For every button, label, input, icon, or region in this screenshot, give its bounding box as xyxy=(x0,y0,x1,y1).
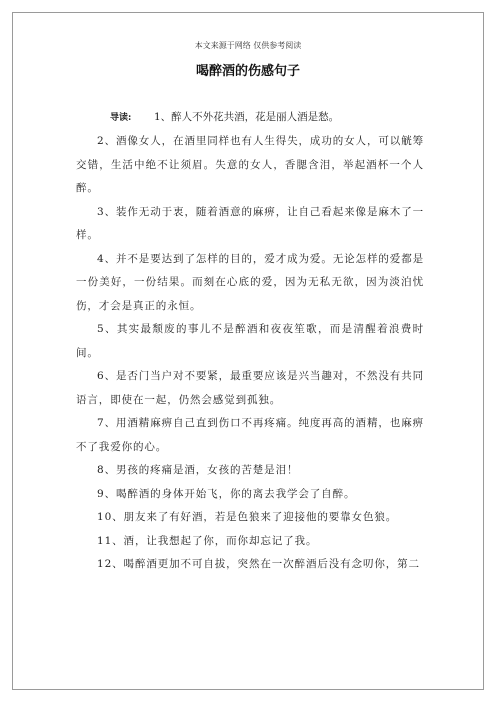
quote-item-9: 9、喝醉酒的身体开始飞，你的离去我学会了自醉。 xyxy=(97,487,356,500)
intro-line xyxy=(76,104,424,130)
quote-item-12: 12、喝醉酒更加不可自拔，突然在一次醉酒后没有念叨你，第二 xyxy=(97,558,420,570)
intro-label: 导读: xyxy=(110,113,132,123)
quote-item-3: 3、装作无动于衷，随着酒意的麻痹，让自己看起来像是麻木了一样。 xyxy=(76,205,424,241)
quote-item-4: 4、并不是要达到了怎样的目的，爱才成为爱。无论怎样的爱都是一份美好，一份结果。而刻在心底的爱，因为无私无欲，因为淡泊忧伤，才会是真正的永恒。 xyxy=(76,252,424,312)
document-title: 喝醉酒的伤感句子 xyxy=(195,64,300,79)
quote-item-7: 7、用酒精麻痹自己直到伤口不再疼痛。纯度再高的酒精，也麻痹不了我爱你的心。 xyxy=(76,417,424,453)
source-note: 本文来源于网络 仅供参考阅读 xyxy=(194,41,302,50)
quote-item-5: 5、其实最颓废的事儿不是醉酒和夜夜笙歌，而是清醒着浪费时间。 xyxy=(76,323,424,359)
quote-item-1: 1、醉人不外花共酒，花是丽人酒是愁。 xyxy=(154,111,340,123)
quote-item-10: 10、朋友来了有好酒，若是色狼来了迎接他的要靠女色狼。 xyxy=(97,511,398,523)
quote-item-8: 8、男孩的疼痛是酒，女孩的苦楚是泪！ xyxy=(97,464,299,476)
quote-item-6: 6、是否门当户对不要紧，最重要应该是兴当趣对，不然没有共同语言，即使在一起，仍然会感觉到孤独。 xyxy=(76,370,424,406)
document-body xyxy=(76,104,424,577)
quote-item-11: 11、酒，让我想起了你，而你却忘记了我。 xyxy=(97,534,318,547)
quote-item-2: 2、酒像女人，在酒里同样也有人生得失，成功的女人，可以觥筹交错，生活中绝不让须眉。失意的女人，香腮含泪，举起酒杯一个人醉。 xyxy=(76,135,424,194)
